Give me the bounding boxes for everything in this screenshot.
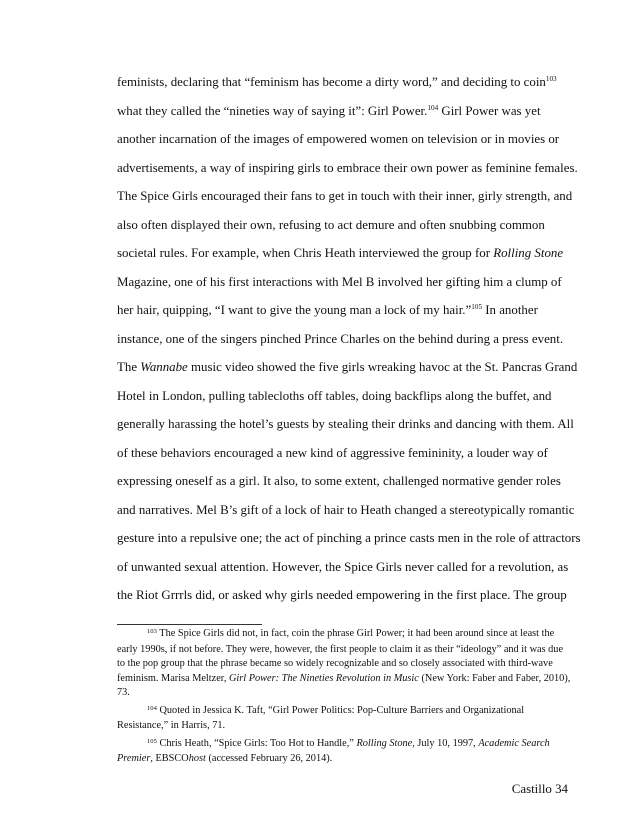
- text-run: music video showed the five girls wreaking havoc at the St. Pancras Grand: [187, 360, 578, 374]
- footnotes-section: [117, 627, 573, 770]
- text-run: expressing oneself as a girl. It also, to some extent, challenged normative gender roles: [117, 474, 561, 488]
- text-run: her hair, quipping, “I want to give the young man a lock of my hair.”: [117, 303, 472, 317]
- footnote-reference: 105: [471, 303, 483, 311]
- text-run: Hotel in London, pulling tablecloths off tables, doing backflips along the buffet, and: [117, 388, 552, 403]
- text-line: [117, 553, 569, 582]
- text-run: societal rules. For example, when Chris Heath interviewed the group for: [117, 246, 494, 260]
- text-line: [117, 581, 569, 610]
- text-line: [117, 467, 569, 496]
- text-run: of unwanted sexual attention. However, the Spice Girls never called for a revolution, as: [117, 559, 569, 574]
- text-run: The: [117, 360, 141, 374]
- body-paragraph: [117, 68, 581, 610]
- text-line: [117, 125, 569, 154]
- text-run: , July 10, 1997,: [412, 737, 479, 749]
- italic-title: Rolling Stone: [356, 737, 413, 749]
- text-run: the Riot Grrrls did, or asked why girls needed empowering in the first place. The group: [117, 588, 567, 602]
- text-line: [117, 211, 569, 240]
- text-line: [117, 68, 569, 97]
- text-run: generally harassing the hotel’s guests by stealing their drinks and dancing with them. All: [117, 417, 574, 431]
- text-run: Chris Heath, “Spice Girls: Too Hot to Handle,”: [156, 737, 357, 749]
- footnote: [117, 737, 573, 767]
- footnote-number: 104: [147, 704, 157, 712]
- footnote: [117, 627, 573, 701]
- text-run: what they called the “nineties way of saying it”: Girl Power.: [117, 103, 428, 118]
- text-line: [117, 239, 569, 268]
- text-run: Girl Power was yet: [438, 103, 541, 118]
- text-run: , EBSCO: [150, 753, 189, 764]
- text-run: gesture into a repulsive one; the act of pinching a prince casts men in the role of attractors: [117, 531, 581, 545]
- text-line: [117, 410, 574, 439]
- text-run: of these behaviors encouraged a new kind of aggressive femininity, a louder way of: [117, 445, 548, 460]
- italic-title: Rolling Stone: [493, 246, 564, 260]
- footnote: [117, 704, 573, 734]
- text-run: (accessed February 26, 2014).: [205, 753, 333, 764]
- text-line: [117, 268, 569, 297]
- footnote-number: 105: [147, 737, 157, 745]
- text-run: another incarnation of the images of empowered women on television or in movies or: [117, 132, 560, 146]
- text-line: [117, 382, 569, 411]
- text-run: feminists, declaring that “feminism has become a dirty word,” and deciding to coin: [117, 75, 546, 89]
- text-line: [117, 496, 575, 525]
- text-run: Magazine, one of his first interactions with Mel B involved her gifting him a clump of: [117, 274, 562, 289]
- text-line: [117, 524, 581, 553]
- italic-title: Girl Power: The Nineties Revolution in Music: [228, 672, 419, 684]
- footnote-reference: 103: [545, 75, 557, 83]
- text-line: [117, 325, 569, 354]
- footnote-number: 103: [147, 628, 157, 635]
- text-run: The Spice Girls encouraged their fans to get in touch with their inner, girly strength, and: [117, 189, 573, 203]
- italic-title: host: [188, 753, 206, 764]
- text-run: (New York: Faber and Faber, 2010), 73.: [117, 672, 571, 698]
- text-run: In another: [482, 303, 538, 317]
- text-run: instance, one of the singers pinched Prince Charles on the behind during a press event.: [117, 331, 564, 346]
- text-line: [117, 97, 569, 126]
- text-line: [117, 154, 578, 183]
- footnote-separator: [117, 624, 262, 625]
- italic-title: Academic Search Premier: [117, 737, 550, 764]
- text-run: advertisements, a way of inspiring girls to embrace their own power as feminine females.: [117, 160, 578, 175]
- text-line: [117, 439, 569, 468]
- text-run: and narratives. Mel B’s gift of a lock of hair to Heath changed a stereotypically romantic: [117, 502, 575, 517]
- page-number: Castillo 34: [511, 782, 568, 796]
- text-line: [117, 182, 573, 211]
- italic-title: Wannabe: [140, 360, 188, 374]
- text-line: [117, 353, 578, 382]
- text-line: [117, 296, 569, 325]
- text-run: The Spice Girls did not, in fact, coin the phrase Girl Power; it had been around since at least the early 1990s, if not before. They were, however, the first people to claim it as their “ideology” and it was due to the pop group that the phrase became so widely recognizable and so closely associated with third-wave feminism. Marisa Meltzer,: [117, 628, 564, 684]
- footnote-reference: 104: [427, 103, 439, 112]
- text-run: also often displayed their own, refusing to act demure and often snubbing common: [117, 217, 545, 232]
- text-run: Quoted in Jessica K. Taft, “Girl Power Politics: Pop-Culture Barriers and Organizational Resistance,” in Harris, 71.: [117, 704, 525, 731]
